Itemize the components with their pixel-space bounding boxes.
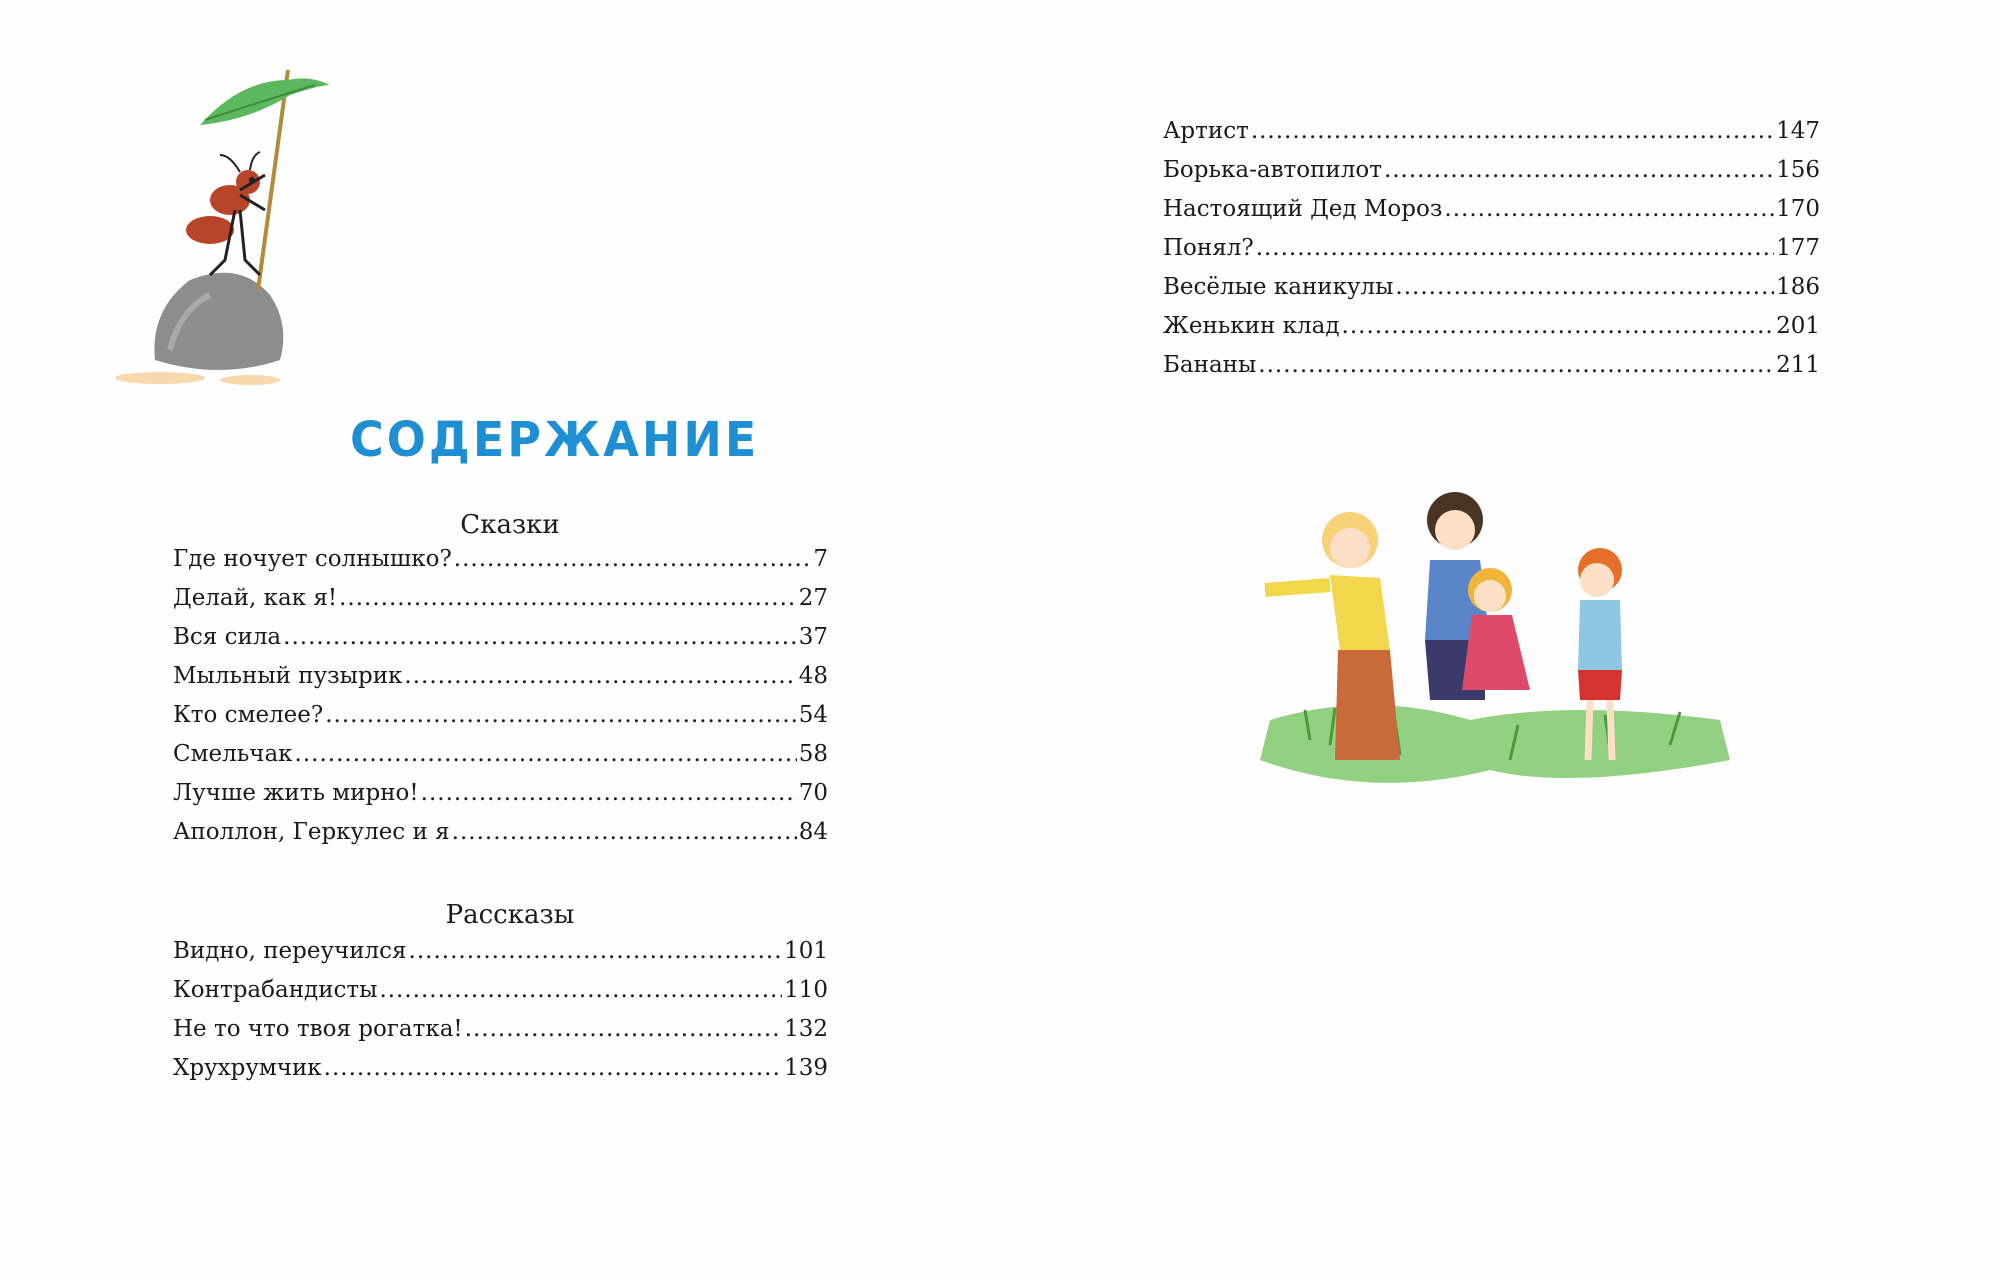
toc-entry[interactable] [173,663,828,702]
leader-dots [1384,157,1774,183]
section-heading-stories: Рассказы [445,900,575,930]
toc-entry-title: Артист [1163,118,1249,144]
toc-entry[interactable] [1163,118,1820,157]
toc-entry-page: 48 [798,663,828,689]
toc-entry-page: 37 [798,624,828,650]
toc-entry[interactable] [173,546,828,585]
toc-entry-page: 27 [798,585,828,611]
leader-dots [1444,196,1774,222]
toc-entry-page: 84 [798,819,828,845]
toc-entry[interactable] [173,977,828,1016]
toc-entry-page: 156 [1776,157,1820,183]
leader-dots [325,702,796,728]
toc-entry-page: 211 [1776,352,1820,378]
leader-dots [1342,313,1775,339]
toc-entry-title: Кто смелее? [173,702,324,728]
toc-entry[interactable] [173,1016,828,1055]
toc-entry[interactable] [1163,352,1820,391]
leader-dots [454,546,812,572]
toc-list-fairy-tales [173,546,828,858]
leader-dots [339,585,797,611]
toc-entry-page: 147 [1776,118,1820,144]
toc-entry-title: Лучше жить мирно! [173,780,419,806]
toc-entry-title: Настоящий Дед Мороз [1163,196,1443,222]
contents-title: СОДЕРЖАНИЕ [350,410,760,468]
leader-dots [409,938,783,964]
toc-entry-title: Не то что твоя рогатка! [173,1016,463,1042]
toc-entry-page: 54 [798,702,828,728]
toc-entry-title: Контрабандисты [173,977,378,1003]
toc-entry-title: Мыльный пузырик [173,663,403,689]
leader-dots [379,977,782,1003]
toc-entry-title: Аполлон, Геркулес и я [173,819,450,845]
toc-entry-title: Видно, переучился [173,938,407,964]
toc-list-stories-part1 [173,938,828,1094]
toc-entry[interactable] [1163,196,1820,235]
toc-entry[interactable] [173,1055,828,1094]
leader-dots [421,780,797,806]
toc-entry-title: Женькин клад [1163,313,1340,339]
leader-dots [1251,118,1774,144]
ant-on-rock-illustration [100,60,350,410]
toc-entry[interactable] [173,819,828,858]
toc-entry[interactable] [173,624,828,663]
leader-dots [1256,235,1774,261]
toc-entry-page: 186 [1776,274,1820,300]
toc-entry-title: Весёлые каникулы [1163,274,1394,300]
leader-dots [1395,274,1774,300]
toc-entry-page: 58 [798,741,828,767]
toc-entry-title: Смельчак [173,741,293,767]
toc-entry-title: Понял? [1163,235,1254,261]
leader-dots [295,741,797,767]
toc-list-stories-part2 [1163,118,1820,391]
leader-dots [283,624,797,650]
toc-entry-page: 139 [784,1055,828,1081]
leader-dots [452,819,797,845]
toc-entry[interactable] [173,702,828,741]
toc-entry[interactable] [1163,274,1820,313]
toc-entry[interactable] [1163,313,1820,352]
section-heading-fairy-tales: Сказки [460,510,560,540]
toc-entry-page: 101 [784,938,828,964]
leader-dots [465,1016,782,1042]
toc-entry-page: 170 [1776,196,1820,222]
toc-entry-title: Хрухрумчик [173,1055,322,1081]
toc-entry[interactable] [173,585,828,624]
toc-entry-page: 201 [1776,313,1820,339]
toc-entry-page: 110 [784,977,828,1003]
toc-entry-title: Борька-автопилот [1163,157,1382,183]
toc-entry-page: 132 [784,1016,828,1042]
leader-dots [404,663,796,689]
toc-entry-title: Делай, как я! [173,585,338,611]
toc-entry-page: 7 [813,546,828,572]
toc-entry-page: 70 [798,780,828,806]
leader-dots [1258,352,1774,378]
leader-dots [324,1055,782,1081]
toc-entry[interactable] [173,780,828,819]
toc-entry-title: Где ночует солнышко? [173,546,452,572]
toc-entry[interactable] [1163,157,1820,196]
toc-entry[interactable] [173,938,828,977]
children-on-grass-illustration [1250,470,1750,830]
toc-entry[interactable] [173,741,828,780]
toc-entry-title: Вся сила [173,624,282,650]
toc-entry[interactable] [1163,235,1820,274]
toc-entry-title: Бананы [1163,352,1257,378]
toc-entry-page: 177 [1776,235,1820,261]
